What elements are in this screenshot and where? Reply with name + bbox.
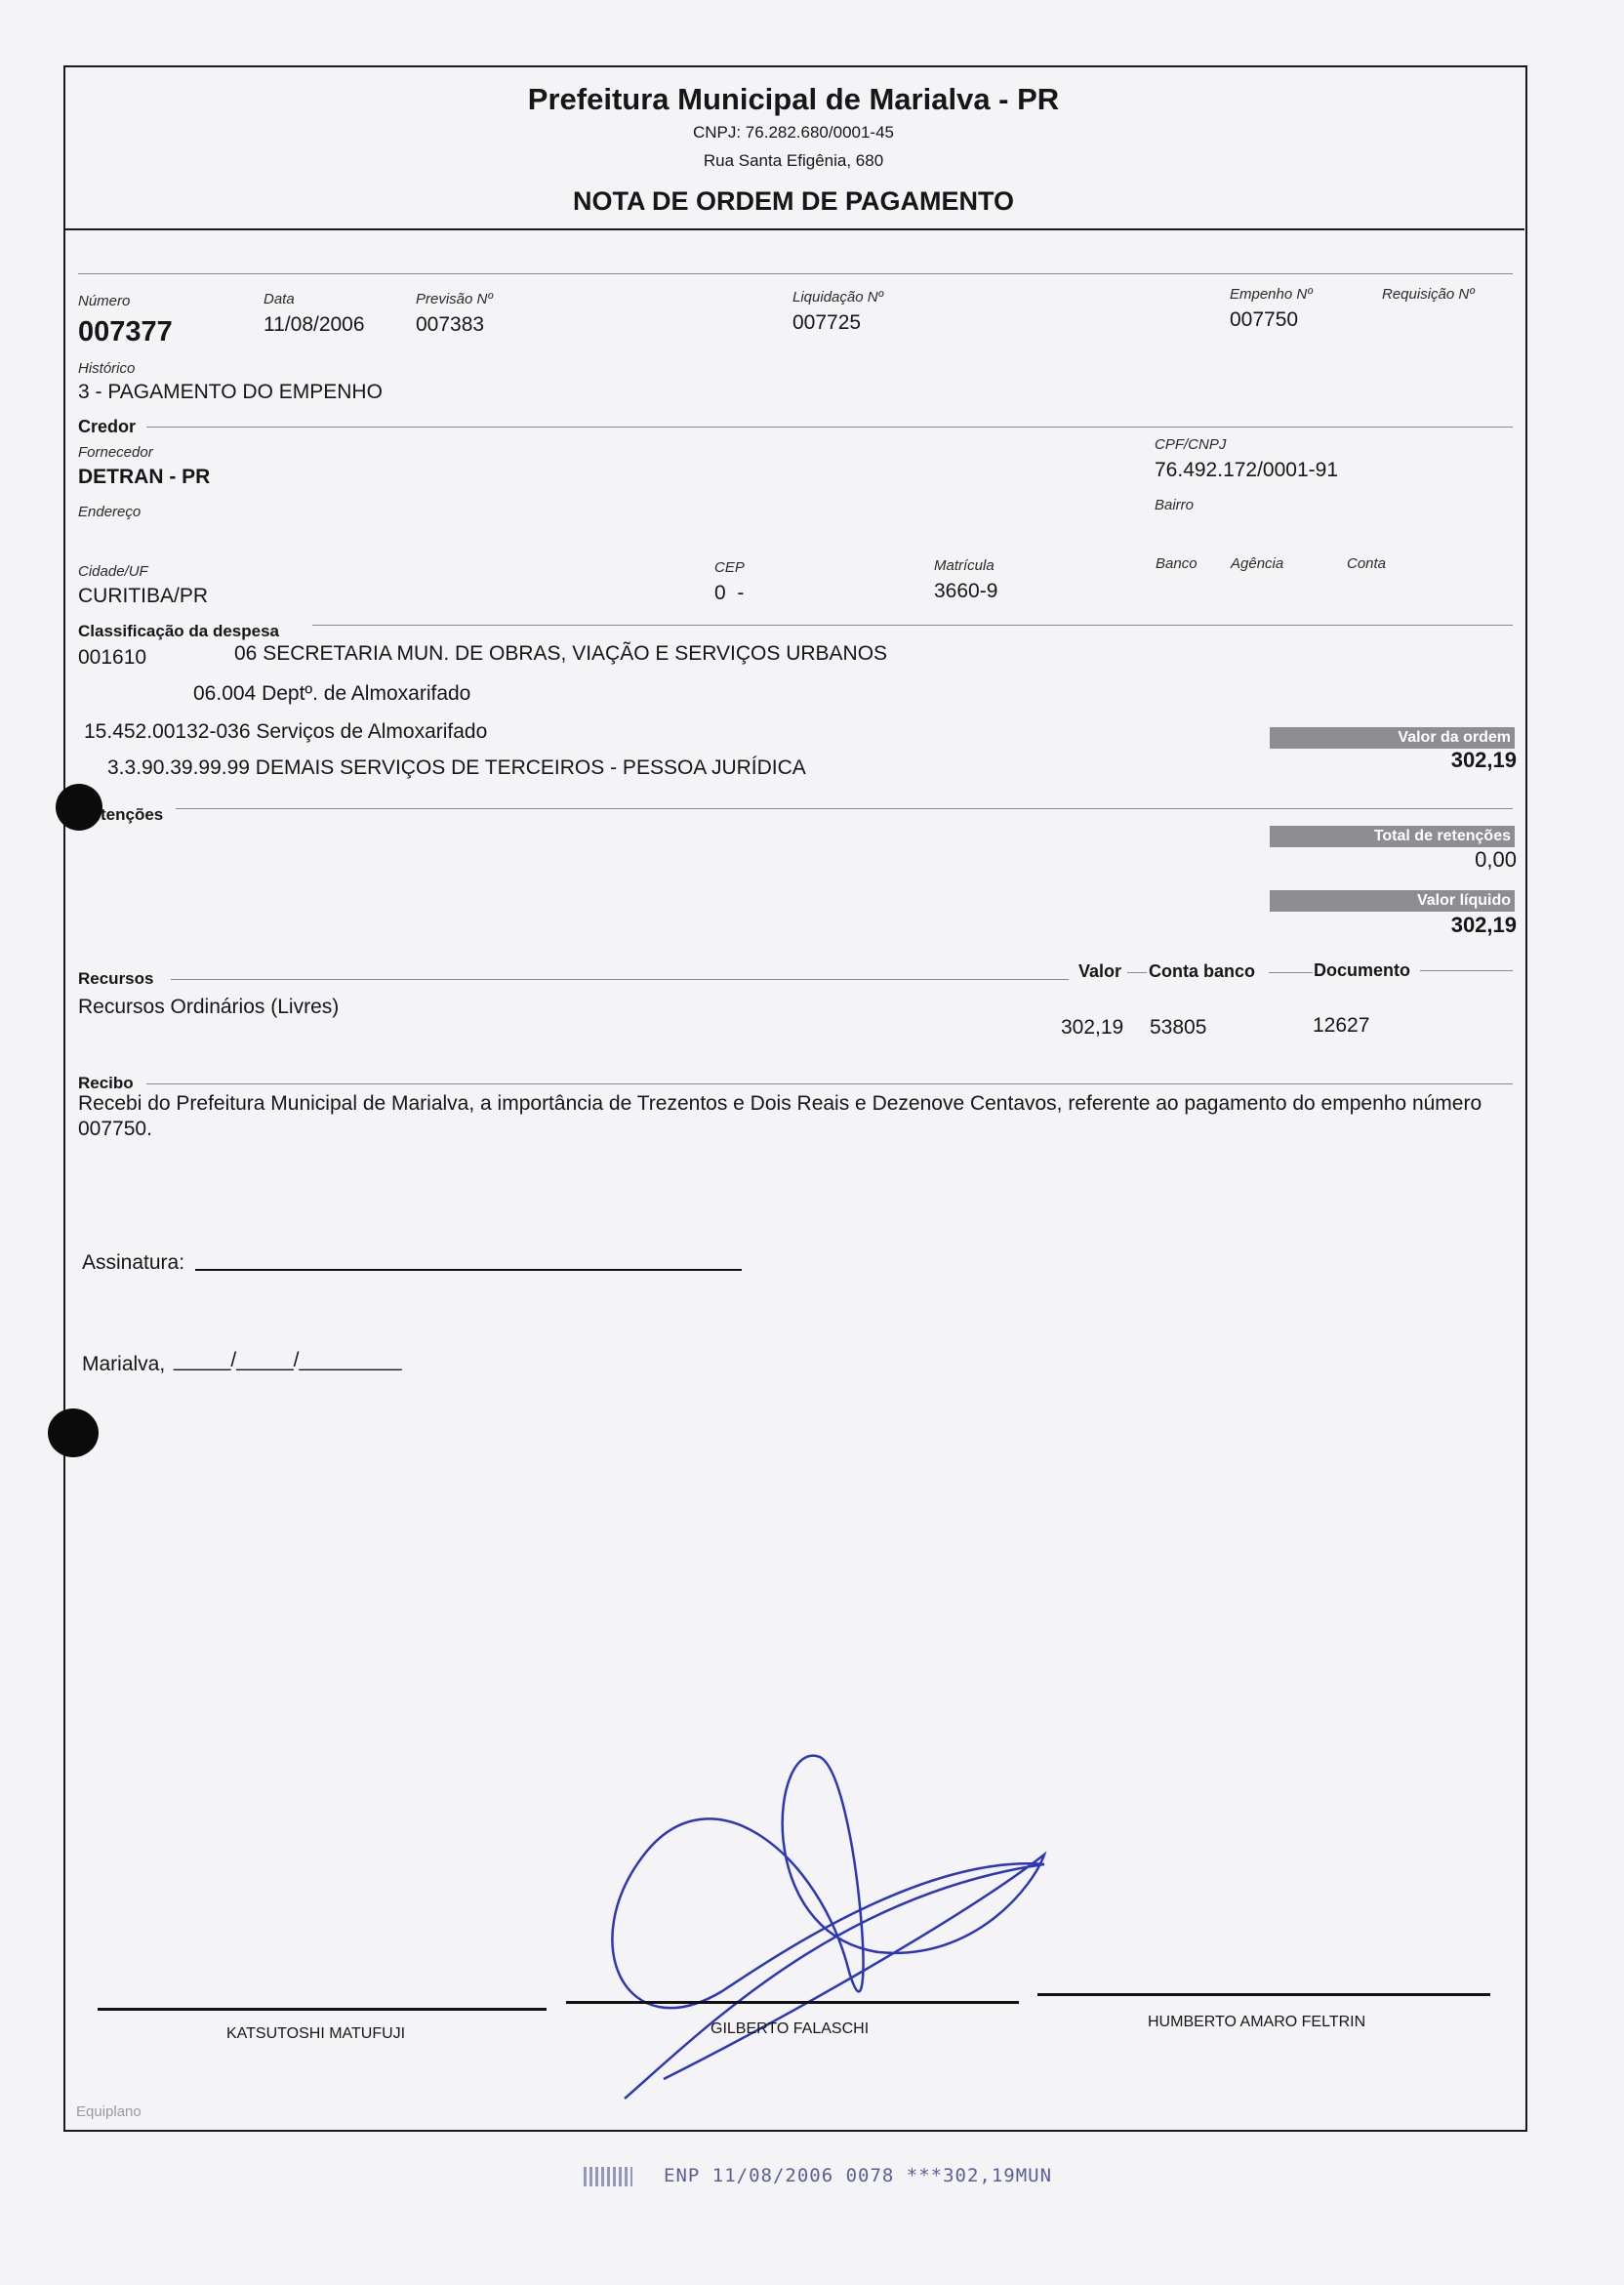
punch-hole-mark: [56, 784, 102, 831]
recursos-descricao: Recursos Ordinários (Livres): [78, 996, 340, 1018]
signature-line-2: [566, 2001, 1019, 2004]
assinatura-line: [195, 1269, 742, 1271]
liquidacao-label: Liquidação Nº: [792, 289, 884, 306]
numero-label: Número: [78, 293, 131, 309]
info-top-line: [78, 273, 1513, 274]
bairro-label: Bairro: [1155, 497, 1195, 513]
valor-ordem-label: Valor da ordem: [1270, 727, 1515, 749]
fornecedor-value: DETRAN - PR: [78, 466, 211, 488]
valor-liquido-value: 302,19: [1450, 913, 1517, 937]
recursos-valor: 302,19: [1061, 1016, 1124, 1039]
recibo-text: Recebi do Prefeitura Municipal de Marialva, a importância de Trezentos e Dois Reais e Dezenove Centavos, referente ao pagamento do empenho número 007750.: [78, 1092, 1482, 1140]
page-title: Prefeitura Municipal de Marialva - PR: [527, 82, 1060, 116]
historico-label: Histórico: [78, 360, 136, 377]
liquidacao-value: 007725: [792, 311, 862, 334]
fornecedor-label: Fornecedor: [78, 444, 153, 461]
banco-label: Banco: [1156, 555, 1198, 572]
classificacao-code: 001610: [78, 646, 147, 669]
previsao-value: 007383: [416, 313, 485, 336]
document-title: NOTA DE ORDEM DE PAGAMENTO: [572, 186, 1014, 216]
endereco-label: Endereço: [78, 504, 142, 520]
recursos-documento: 12627: [1313, 1014, 1370, 1037]
punch-hole-mark-2: [48, 1408, 99, 1457]
cep-label: CEP: [714, 559, 745, 576]
matricula-value: 3660-9: [934, 580, 998, 602]
historico-value: 3 - PAGAMENTO DO EMPENHO: [78, 381, 383, 403]
header-address: Rua Santa Efigênia, 680: [703, 151, 884, 170]
requisicao-label: Requisição Nº: [1382, 286, 1475, 303]
empenho-label: Empenho Nº: [1230, 286, 1313, 303]
stamp-barcode: [584, 2167, 632, 2186]
recursos-valor-header: Valor: [1078, 961, 1122, 981]
retencoes-line: [176, 808, 1513, 809]
classificacao-line-1: 06 SECRETARIA MUN. DE OBRAS, VIAÇÃO E SERVIÇOS URBANOS: [234, 642, 888, 665]
recursos-documento-header: Documento: [1314, 960, 1410, 980]
local-label: Marialva,: [82, 1353, 166, 1375]
total-retencoes-label: Total de retenções: [1270, 826, 1515, 847]
cpf-value: 76.492.172/0001-91: [1155, 459, 1339, 481]
signature-line-3: [1037, 1993, 1490, 1996]
recursos-section: Recursos: [78, 969, 159, 989]
cidade-label: Cidade/UF: [78, 563, 148, 580]
total-retencoes-value: 0,00: [1475, 847, 1517, 872]
recibo-section: Recibo: [78, 1074, 140, 1093]
signatory-2: GILBERTO FALASCHI: [710, 2020, 870, 2037]
empenho-value: 007750: [1230, 308, 1299, 331]
classificacao-line-2: 06.004 Deptº. de Almoxarifado: [193, 682, 471, 705]
signature-drawing: [586, 1737, 1074, 2128]
recursos-header-line-c: [1420, 970, 1513, 971]
classificacao-section: Classificação da despesa: [78, 622, 285, 641]
cidade-value: CURITIBA/PR: [78, 585, 209, 607]
recursos-header-line-b: [1269, 972, 1313, 973]
retencoes-section: tenções: [101, 805, 164, 824]
payment-stamp: ENP 11/08/2006 0078 ***302,19MUN: [664, 2165, 1053, 2186]
header-divider: [63, 228, 1524, 230]
valor-ordem-value: 302,19: [1450, 748, 1517, 772]
recursos-header-line-a: [1127, 972, 1147, 973]
recursos-conta-header: Conta banco: [1149, 961, 1256, 981]
signatory-3: HUMBERTO AMARO FELTRIN: [1148, 2014, 1366, 2030]
valor-liquido-label: Valor líquido: [1270, 890, 1515, 912]
recursos-conta: 53805: [1150, 1016, 1207, 1039]
classificacao-line: [312, 625, 1513, 626]
signatory-1: KATSUTOSHI MATUFUJI: [226, 2025, 406, 2042]
conta-label: Conta: [1347, 555, 1387, 572]
header-cnpj: CNPJ: 76.282.680/0001-45: [692, 123, 895, 142]
assinatura-label: Assinatura:: [82, 1251, 185, 1274]
previsao-label: Previsão Nº: [416, 291, 493, 307]
credor-section: Credor: [78, 417, 142, 437]
recursos-line: [171, 979, 1069, 980]
cpf-label: CPF/CNPJ: [1155, 436, 1227, 453]
classificacao-line-4: 3.3.90.39.99.99 DEMAIS SERVIÇOS DE TERCEIROS - PESSOA JURÍDICA: [107, 756, 806, 779]
agencia-label: Agência: [1231, 555, 1284, 572]
signature-line-1: [98, 2008, 547, 2011]
data-label: Data: [264, 291, 295, 307]
recibo-line: [146, 1083, 1513, 1084]
software-label: Equiplano: [76, 2103, 142, 2120]
classificacao-line-3: 15.452.00132-036 Serviços de Almoxarifado: [84, 720, 488, 743]
cep-value: 0 -: [714, 582, 745, 604]
matricula-label: Matrícula: [934, 557, 995, 574]
numero-value: 007377: [78, 316, 173, 347]
date-slot: _____/_____/_________: [174, 1349, 402, 1371]
credor-line: [146, 427, 1513, 428]
data-value: 11/08/2006: [264, 313, 365, 336]
